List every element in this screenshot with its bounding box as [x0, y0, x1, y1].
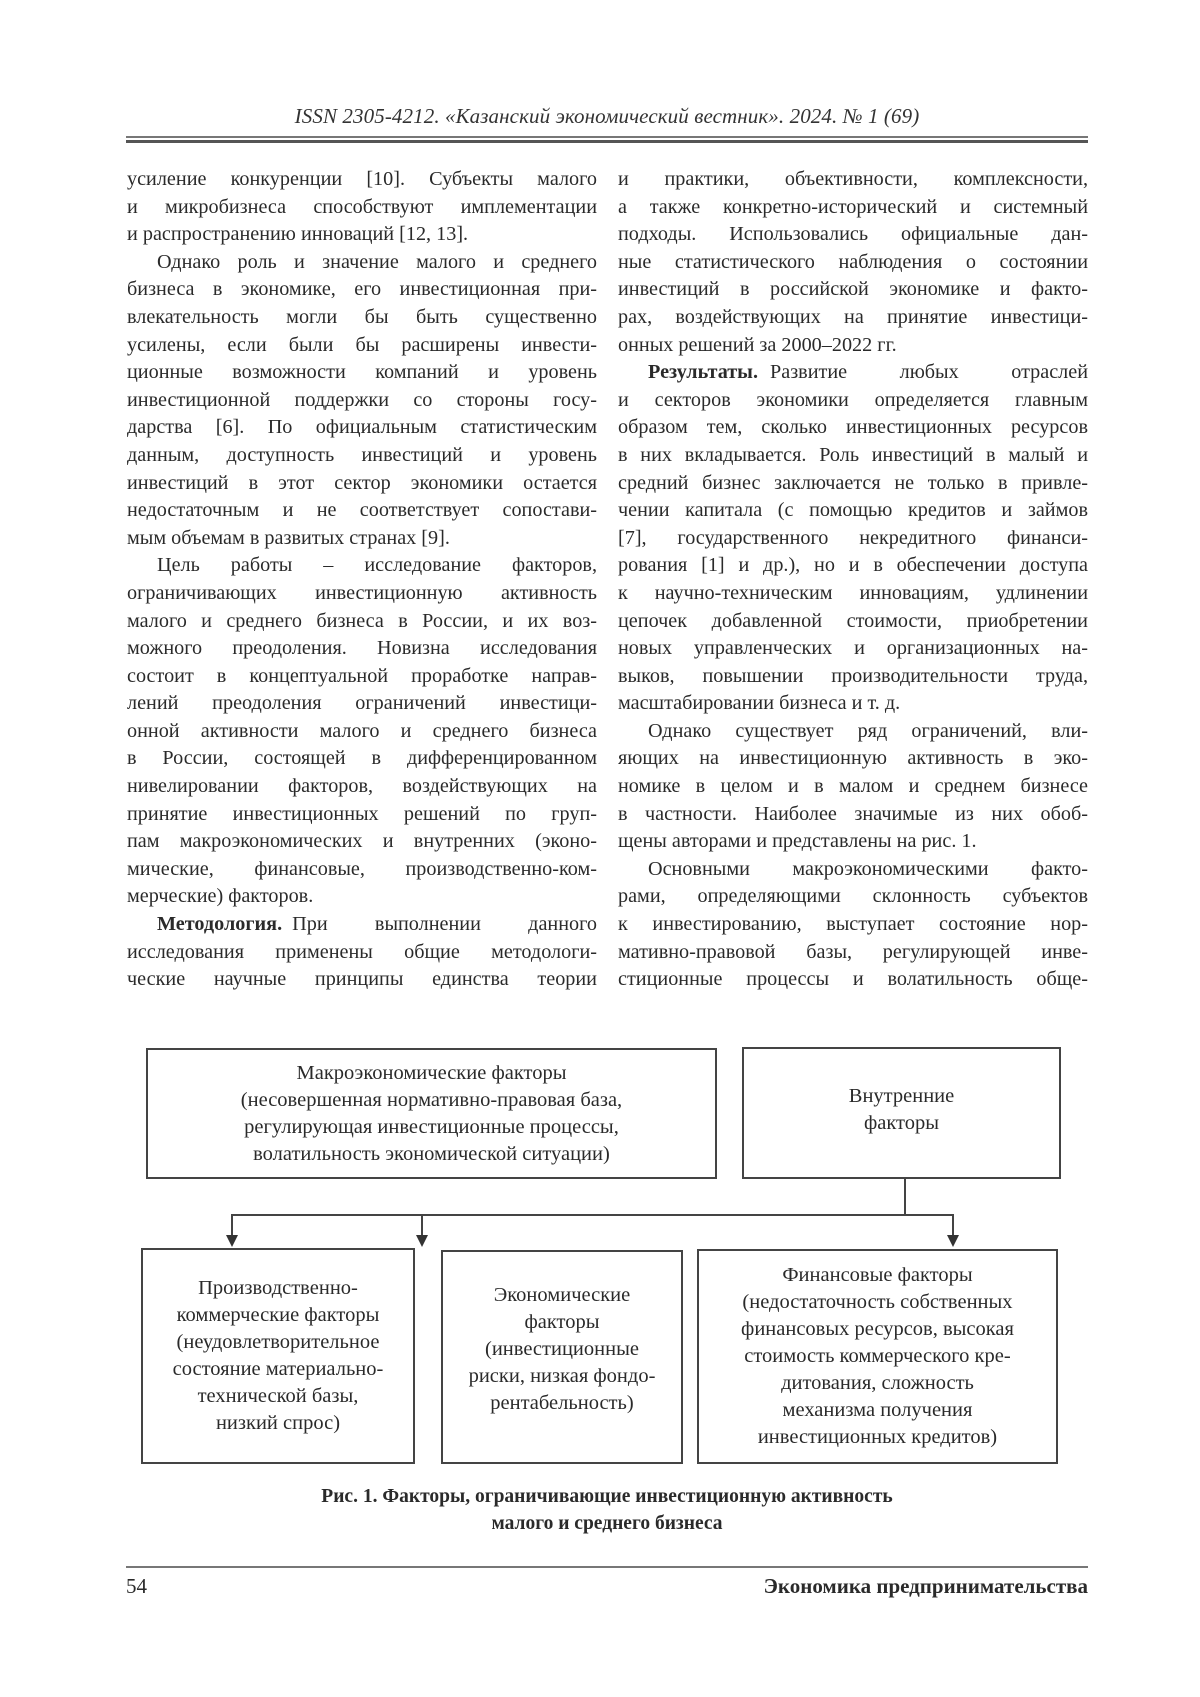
box-text: (неудовлетворительное [176, 1331, 380, 1353]
text-line: мым объемам в развитых странах [9]. [127, 526, 450, 549]
economic-factors-box [441, 1250, 683, 1464]
box-text: рентабельность) [490, 1392, 634, 1414]
box-text: факторы [863, 1112, 940, 1134]
box-text: стоимость коммерческого кре- [744, 1345, 1011, 1367]
text-line: инвестиционной поддержки со стороны госу- [127, 388, 597, 411]
text-line: мические, финансовые, производственно-ком- [127, 857, 597, 880]
text-line: усилены, если были бы расширены инвести- [127, 333, 597, 356]
production-factors-box [141, 1248, 415, 1464]
text-line: а также конкретно-исторический и системный [618, 195, 1088, 218]
caption-line: Рис. 1. Факторы, ограничивающие инвестиционную активность [321, 1486, 893, 1507]
text-line: и микробизнеса способствуют имплементации [127, 195, 597, 218]
box-text: коммерческие факторы [176, 1304, 380, 1326]
text-line: мативно-правовой базы, регулирующей инве- [618, 940, 1088, 963]
text-line: нивелировании факторов, воздействующих на [127, 775, 597, 798]
macro-factors-box [146, 1048, 717, 1179]
text-line: малого и среднего бизнеса в России, и их воз- [127, 609, 597, 632]
text-line: недостаточным и не соответствует сопостави- [127, 499, 597, 522]
text-line: мерческие) факторов. [127, 885, 314, 908]
box-text: дитования, сложность [781, 1372, 974, 1394]
arrow-down-icon [226, 1235, 238, 1247]
text-line: и практики, объективности, комплексности, [618, 168, 1088, 190]
text-line: можного преодоления. Новизна исследования [127, 637, 597, 660]
results-heading: Результаты. [648, 361, 758, 384]
text-line: ционные возможности компаний и уровень [127, 361, 597, 384]
text-line: онной активности малого и среднего бизнеса [127, 719, 597, 742]
text-line: Развитие любых отраслей [770, 361, 1088, 384]
box-text: состояние материально- [172, 1358, 384, 1380]
text-line: рами, определяющими склонность субъектов [618, 885, 1088, 908]
box-text: факторы [524, 1311, 600, 1333]
arrow-down-icon [416, 1235, 428, 1247]
text-line: ограничивающих инвестиционную активность [127, 581, 597, 604]
box-text: (несовершенная нормативно-правовая база, [240, 1088, 623, 1111]
text-line: и распространению инноваций [12, 13]. [127, 223, 469, 246]
text-line: масштабировании бизнеса и т. д. [618, 692, 901, 715]
box-text: финансовых ресурсов, высокая [741, 1318, 1014, 1340]
box-text: механизма получения [782, 1399, 973, 1421]
text-line: цепочек добавленной стоимости, приобретении [618, 609, 1088, 632]
text-line: яющих на инвестиционную активность в эко- [618, 747, 1088, 770]
box-text: Производственно- [198, 1277, 358, 1299]
text-line: Основными макроэкономическими факто- [648, 857, 1088, 880]
header-rule-thick [126, 140, 1088, 143]
financial-factors-box [697, 1249, 1058, 1464]
box-text: (инвестиционные [485, 1338, 639, 1360]
text-line: исследования применены общие методологи- [127, 940, 597, 963]
text-line: [7], государственного некредитного финанси- [618, 526, 1088, 549]
text-line: номике в целом и в малом и среднем бизнесе [618, 775, 1088, 798]
header-rule [126, 136, 1088, 138]
text-line: лений преодоления ограничений инвестици- [127, 692, 597, 715]
figure-caption [126, 1483, 1088, 1537]
caption-line: малого и среднего бизнеса [491, 1513, 723, 1534]
results-line [618, 359, 1088, 387]
connector-line [952, 1214, 954, 1236]
text-line: ные статистического наблюдения о состоянии [618, 250, 1088, 273]
methodology-heading: Методология. [157, 913, 283, 936]
text-line: принятие инвестиционных решений по груп- [127, 802, 597, 825]
arrow-down-icon [947, 1235, 959, 1247]
connector-line [421, 1214, 423, 1236]
box-text: инвестиционных кредитов) [757, 1426, 998, 1448]
right-column [618, 166, 1088, 994]
text-line: выков, повышении производительности труда, [618, 664, 1088, 687]
box-text: регулирующая инвестиционные процессы, [244, 1115, 619, 1138]
left-column [127, 166, 597, 994]
text-line: средний бизнес заключается не только в привле- [618, 471, 1088, 494]
box-text: Финансовые факторы [782, 1264, 973, 1286]
text-line: к научно-техническим инновациям, удлинении [618, 581, 1088, 604]
text-line: рования [1] и др.), но и в обеспечении доступа [618, 554, 1088, 577]
internal-factors-box [742, 1047, 1061, 1179]
text-line: новых управленческих и организационных на- [618, 637, 1088, 660]
text-line: ческие научные принципы единства теории [127, 968, 597, 991]
connector-line [231, 1214, 954, 1216]
text-line: рах, воздействующих на принятие инвестици- [618, 305, 1088, 328]
box-text: риски, низкая фондо- [468, 1365, 656, 1387]
text-line: подходы. Использовались официальные дан- [618, 223, 1088, 246]
text-line: в них вкладывается. Роль инвестиций в малый и [618, 443, 1088, 466]
box-text: (недостаточность собственных [742, 1291, 1013, 1313]
text-line: в России, состоящей в дифференцированном [127, 747, 597, 770]
text-line: онных решений за 2000–2022 гг. [618, 333, 897, 356]
text-line: щены авторами и представлены на рис. 1. [618, 830, 977, 853]
text-line: чении капитала (с помощью кредитов и займов [618, 499, 1088, 522]
text-line: к инвестированию, выступает состояние нор- [618, 913, 1088, 936]
text-line: влекательность могли бы быть существенно [127, 305, 597, 328]
connector-line [904, 1179, 906, 1215]
section-title: Экономика предпринимательства [763, 1574, 1088, 1598]
running-header: ISSN 2305-4212. «Казанский экономический вестник». 2024. № 1 (69) [294, 104, 920, 128]
methodology-line [127, 911, 597, 939]
text-line: пам макроэкономических и внутренних (эконо- [127, 830, 597, 853]
box-text: волатильность экономической ситуации) [253, 1142, 610, 1165]
footer-rule [126, 1566, 1088, 1568]
text-line: и секторов экономики определяется главным [618, 388, 1088, 411]
box-text: Макроэкономические факторы [296, 1061, 567, 1084]
box-text: технической базы, [197, 1385, 359, 1407]
text-line: Однако роль и значение малого и среднего [157, 250, 597, 273]
text-line: усиление конкуренции [10]. Субъекты малого [127, 168, 597, 190]
text-line: инвестиций в российской экономике и факто- [618, 278, 1088, 301]
text-line: стиционные процессы и волатильность обще- [618, 968, 1088, 991]
text-line: состоит в концептуальной проработке направ- [127, 664, 597, 687]
box-text: Экономические [493, 1284, 631, 1306]
text-line: в частности. Наиболее значимые из них обоб- [618, 802, 1088, 825]
page-number: 54 [126, 1574, 147, 1598]
text-line: инвестиций в этот сектор экономики остается [127, 471, 597, 494]
text-line: данным, доступность инвестиций и уровень [127, 443, 597, 466]
text-line: При выполнении данного [292, 913, 597, 936]
box-text: низкий спрос) [215, 1412, 341, 1434]
connector-line [231, 1214, 233, 1236]
text-line: дарства [6]. По официальным статистическим [127, 416, 597, 439]
text-line: бизнеса в экономике, его инвестиционная при- [127, 278, 597, 301]
box-text: Внутренние [848, 1085, 955, 1107]
text-line: Однако существует ряд ограничений, вли- [648, 719, 1088, 742]
text-line: образом тем, сколько инвестиционных ресурсов [618, 416, 1088, 439]
text-line: Цель работы – исследование факторов, [157, 554, 597, 577]
